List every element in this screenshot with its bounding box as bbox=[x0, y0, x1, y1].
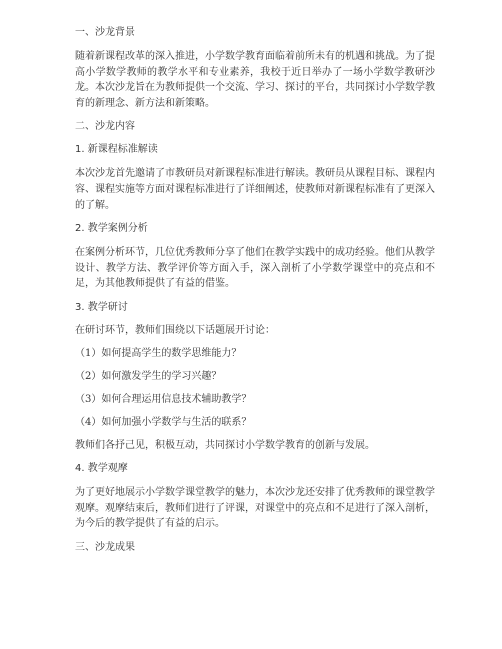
section-heading-results: 三、沙龙成果 bbox=[75, 541, 135, 553]
section-heading-background: 一、沙龙背景 bbox=[75, 27, 135, 38]
document-page bbox=[75, 26, 435, 564]
observation-paragraph: 为了更好地展示小学数学课堂教学的魅力，本次沙龙还安排了优秀教师的课堂教学观摩。观摩结束后，教师们进行了评课，对课堂中的亮点和不足进行了深入剖析，为今后的教学提供了有益的启示。 bbox=[75, 486, 435, 530]
standards-paragraph: 本次沙龙首先邀请了市教研员对新课程标准进行解读。教研员从课程目标、课程内容、课程实施等方面对课程标准进行了详细阐述，使教师对新课程标准有了更深入的了解。 bbox=[75, 168, 435, 211]
subsection-title-standards: 1. 新课程标准解读 bbox=[75, 144, 158, 156]
discussion-intro: 在研讨环节，教师们围绕以下话题展开讨论： bbox=[75, 324, 275, 336]
subsection-title-discussion: 3. 教学研讨 bbox=[75, 301, 128, 313]
background-paragraph: 随着新课程改革的深入推进，小学数学教育面临着前所未有的机遇和挑战。为了提高小学数学教师的教学水平和专业素养，我校于近日举办了一场小学数学教研沙龙。本次沙龙旨在为教师提供一个交流、学习、探讨的平台，共同探讨小学数学教育的新理念、新方法和新策略。 bbox=[75, 51, 435, 109]
case-analysis-paragraph: 在案例分析环节，几位优秀教师分享了他们在教学实践中的成功经验。他们从教学设计、教学方法、教学评价等方面入手，深入剖析了小学数学课堂中的亮点和不足，为其他教师提供了有益的借鉴。 bbox=[75, 247, 435, 290]
section-heading-content: 二、沙龙内容 bbox=[75, 121, 135, 133]
discussion-topic-3: （3）如何合理运用信息技术辅助教学？ bbox=[75, 393, 252, 405]
discussion-topic-1: （1）如何提高学生的数学思维能力？ bbox=[75, 347, 242, 359]
subsection-title-case-analysis: 2. 教学案例分析 bbox=[75, 223, 148, 235]
discussion-closing: 教师们各抒己见，积极互动，共同探讨小学数学教育的创新与发展。 bbox=[75, 439, 375, 451]
subsection-title-observation: 4. 教学观摩 bbox=[75, 462, 128, 474]
discussion-topic-2: （2）如何激发学生的学习兴趣？ bbox=[75, 370, 222, 382]
discussion-topic-4: （4）如何加强小学数学与生活的联系？ bbox=[75, 416, 252, 428]
